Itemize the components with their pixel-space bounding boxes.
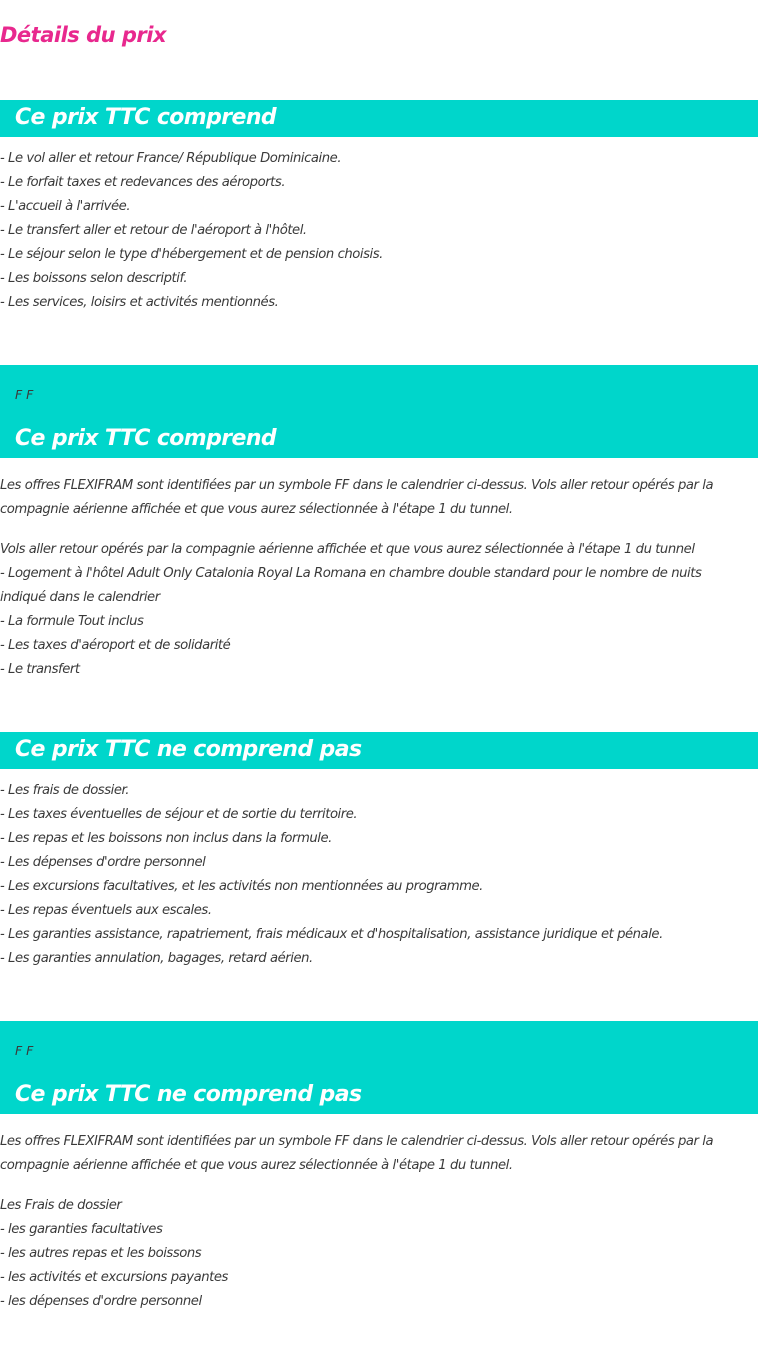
list-item: - Les repas et les boissons non inclus dans la formule. xyxy=(0,831,332,846)
section-banner xyxy=(0,100,758,137)
section-included-flexifram xyxy=(0,365,758,458)
list-item: - les garanties facultatives xyxy=(0,1222,163,1237)
list-item: - Les boissons selon descriptif. xyxy=(0,271,188,286)
list-item: - Les repas éventuels aux escales. xyxy=(0,903,212,918)
list-item: - Le vol aller et retour France/ République Dominicaine. xyxy=(0,151,342,166)
section-banner xyxy=(0,1021,758,1114)
included-list-block xyxy=(0,147,746,315)
banner-title: Ce prix TTC comprend xyxy=(15,105,277,130)
list-item: - Le séjour selon le type d'hébergement et de pension choisis. xyxy=(0,247,383,262)
not-included-list xyxy=(0,779,746,971)
list-item: - L'accueil à l'arrivée. xyxy=(0,199,131,214)
flexifram-code: F F xyxy=(15,1043,34,1058)
list-item: - Les garanties annulation, bagages, retard aérien. xyxy=(0,951,313,966)
list-item: - Le forfait taxes et redevances des aéroports. xyxy=(0,175,286,190)
section-not-included xyxy=(0,732,758,769)
list-item: - Le transfert xyxy=(0,662,80,677)
list-item: - Les garanties assistance, rapatriement, frais médicaux et d'hospitalisation, assistance juridique et pénale. xyxy=(0,927,663,942)
list-item: - les autres repas et les boissons xyxy=(0,1246,202,1261)
list-item: - Les services, loisirs et activités mentionnés. xyxy=(0,295,279,310)
list-item: - La formule Tout inclus xyxy=(0,614,144,629)
not-included-list-block xyxy=(0,779,746,971)
list-item: - les activités et excursions payantes xyxy=(0,1270,228,1285)
list-item: - Les taxes d'aéroport et de solidarité xyxy=(0,638,231,653)
flexifram-intro: Les offres FLEXIFRAM sont identifiées par un symbole FF dans le calendrier ci-dessus. Vols aller retour opérés par la compagnie aérienne affichée et que vous aurez sélectionnée à l'étape 1 du tunnel. xyxy=(0,478,714,517)
list-item: Les Frais de dossier xyxy=(0,1198,122,1213)
banner-title: Ce prix TTC ne comprend pas xyxy=(15,737,362,762)
section-banner xyxy=(0,365,758,458)
included-flexifram-list xyxy=(0,538,746,682)
section-included xyxy=(0,100,758,137)
included-list xyxy=(0,147,746,315)
included-flexifram-list-block xyxy=(0,538,746,682)
list-item: - Les dépenses d'ordre personnel xyxy=(0,855,206,870)
list-item: - Les excursions facultatives, et les activités non mentionnées au programme. xyxy=(0,879,483,894)
page-title: Détails du prix xyxy=(0,23,167,47)
section-not-included-flexifram xyxy=(0,1021,758,1114)
list-item: - les dépenses d'ordre personnel xyxy=(0,1294,202,1309)
banner-title: Ce prix TTC ne comprend pas xyxy=(15,1082,362,1107)
not-included-flexifram-list xyxy=(0,1194,746,1314)
flexifram-intro: Les offres FLEXIFRAM sont identifiées par un symbole FF dans le calendrier ci-dessus. Vols aller retour opérés par la compagnie aérienne affichée et que vous aurez sélectionnée à l'étape 1 du tunnel. xyxy=(0,1134,714,1173)
list-item: Vols aller retour opérés par la compagnie aérienne affichée et que vous aurez sélectionnée à l'étape 1 du tunnel xyxy=(0,542,695,557)
flexifram-code: F F xyxy=(15,387,34,402)
banner-title: Ce prix TTC comprend xyxy=(15,426,277,451)
section-banner xyxy=(0,732,758,769)
list-item: - Le transfert aller et retour de l'aéroport à l'hôtel. xyxy=(0,223,307,238)
list-item: - Logement à l'hôtel Adult Only Catalonia Royal La Romana en chambre double standard pour le nombre de nuits indiqué dans le calendrier xyxy=(0,566,702,605)
list-item: - Les taxes éventuelles de séjour et de sortie du territoire. xyxy=(0,807,358,822)
list-item: - Les frais de dossier. xyxy=(0,783,130,798)
not-included-flexifram-list-block xyxy=(0,1194,746,1314)
